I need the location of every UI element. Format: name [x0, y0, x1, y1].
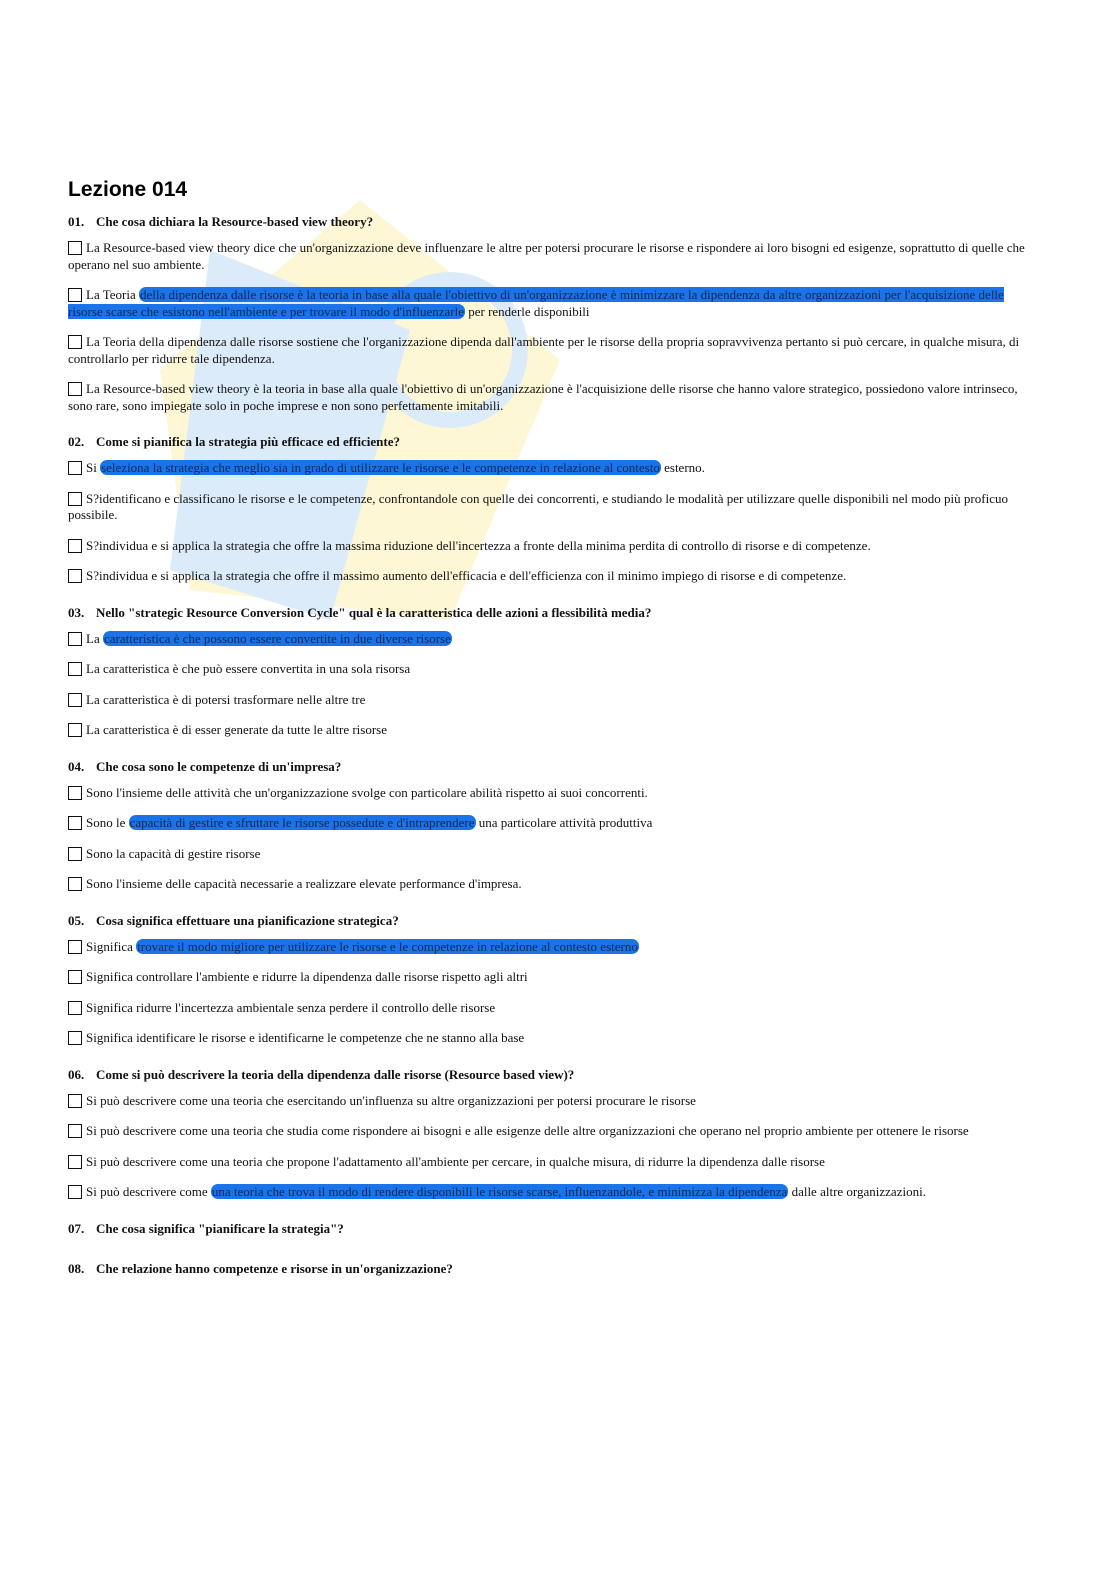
- option-text: Significa: [86, 938, 137, 954]
- answer-checkbox[interactable]: [68, 877, 82, 891]
- question-text: Che cosa significa "pianificare la strategia"?: [96, 1220, 344, 1236]
- question-number: 08.: [68, 1260, 85, 1276]
- question-text: Che cosa sono le competenze di un'impresa?: [96, 758, 342, 774]
- answer-option: [68, 939, 1036, 956]
- lesson-title: Lezione 014: [68, 178, 188, 201]
- option-text: S?identificano e classificano le risorse e le competenze, confrontandole con quelle dei concorrenti, e studiando le modalità per utilizzare quelle disponibili nel modo più proficuo possibile.: [68, 490, 1008, 522]
- highlighted-answer-text: seleziona la strategia che meglio sia in grado di utilizzare le risorse e le competenze in relazione al contesto: [101, 460, 660, 475]
- answer-option: [68, 815, 1036, 832]
- answer-checkbox[interactable]: [68, 492, 82, 506]
- answer-checkbox[interactable]: [68, 847, 82, 861]
- answer-option: [68, 692, 1036, 709]
- option-text: Significa controllare l'ambiente e ridurre la dipendenza dalle risorse rispetto agli altri: [86, 969, 528, 984]
- option-text-suffix: una particolare attività produttiva: [475, 815, 653, 830]
- question-number: 05.: [68, 912, 85, 928]
- question-text: Come si pianifica la strategia più efficace ed efficiente?: [96, 434, 400, 449]
- answer-option: [68, 1184, 1036, 1201]
- answer-checkbox[interactable]: [68, 632, 82, 646]
- answer-checkbox[interactable]: [68, 382, 82, 396]
- question-heading: [68, 214, 1036, 230]
- answer-option: [68, 1093, 1036, 1110]
- option-text: Sono la capacità di gestire risorse: [86, 845, 261, 861]
- question-heading: [68, 434, 1036, 450]
- option-text: La caratteristica è di potersi trasformare nelle altre tre: [86, 691, 366, 707]
- answer-checkbox[interactable]: [68, 662, 82, 676]
- option-text: La caratteristica è di esser generate da tutte le altre risorse: [86, 722, 388, 737]
- question-heading: [68, 1261, 1036, 1277]
- option-text: Significa ridurre l'incertezza ambientale senza perdere il controllo delle risorse: [86, 999, 496, 1015]
- document-page: [68, 178, 1036, 1301]
- option-text: La Teoria: [86, 287, 139, 302]
- question-block: [68, 1067, 1036, 1201]
- question-text: Che cosa dichiara la Resource-based view theory?: [96, 214, 374, 229]
- question-block: [68, 214, 1036, 414]
- answer-checkbox[interactable]: [68, 693, 82, 707]
- highlighted-answer-text: trovare il modo migliore per utilizzare le risorse e le competenze in relazione al contesto esterno: [137, 938, 638, 954]
- option-text: Si può descrivere come: [86, 1184, 211, 1199]
- question-text: Che relazione hanno competenze e risorse in un'organizzazione?: [96, 1260, 453, 1276]
- highlighted-answer-text: della dipendenza dalle risorse è la teoria in base alla quale l'obiettivo di un'organizzazione è minimizzare la dipendenza da altre organizzazioni per l'acquisizione delle risorse scarse che esistono nell'ambiente e per trovare il modo d'influenzarle: [68, 287, 1004, 319]
- option-text-suffix: esterno.: [660, 460, 705, 475]
- option-text: Significa identificare le risorse e identificarne le competenze che ne stanno alla base: [86, 1030, 525, 1045]
- answer-option: [68, 846, 1036, 863]
- answer-option: [68, 460, 1036, 477]
- question-block: [68, 1261, 1036, 1277]
- answer-checkbox[interactable]: [68, 241, 82, 255]
- answer-checkbox[interactable]: [68, 1094, 82, 1108]
- answer-checkbox[interactable]: [68, 1185, 82, 1199]
- option-text: Sono l'insieme delle capacità necessarie a realizzare elevate performance d'impresa.: [86, 876, 522, 891]
- answer-checkbox[interactable]: [68, 970, 82, 984]
- answer-option: [68, 334, 1036, 367]
- option-text: Si: [86, 460, 101, 475]
- option-text: Si può descrivere come una teoria che esercitando un'influenza su altre organizzazioni per potersi procurare le risorse: [86, 1092, 696, 1108]
- option-text: Si può descrivere come una teoria che propone l'adattamento all'ambiente per cercare, in qualche misura, di ridurre la dipendenza dalle risorse: [86, 1153, 825, 1169]
- answer-checkbox[interactable]: [68, 816, 82, 830]
- question-number: 01.: [68, 214, 85, 229]
- answer-checkbox[interactable]: [68, 723, 82, 737]
- question-list: [68, 214, 1036, 1277]
- option-text: La Resource-based view theory dice che un'organizzazione deve influenzare le altre per potersi procurare le risorse e rispondere ai loro bisogni ed esigenze, soprattutto di quelle che operano nel suo ambiente.: [68, 240, 1025, 272]
- question-number: 07.: [68, 1220, 85, 1236]
- question-text: Nello "strategic Resource Conversion Cycle" qual è la caratteristica delle azioni a flessibilità media?: [96, 604, 652, 620]
- answer-option: [68, 491, 1036, 524]
- answer-checkbox[interactable]: [68, 1155, 82, 1169]
- question-heading: [68, 1067, 1036, 1083]
- option-text: S?individua e si applica la strategia che offre il massimo aumento dell'efficacia e dell'efficienza con il minimo impiego di risorse e di competenze.: [86, 568, 847, 583]
- question-heading: [68, 1221, 1036, 1237]
- question-heading: [68, 759, 1036, 775]
- answer-option: [68, 287, 1036, 320]
- highlighted-answer-text: caratteristica è che possono essere convertite in due diverse risorse: [103, 630, 451, 646]
- option-text: Sono le: [86, 815, 129, 830]
- answer-option: [68, 1123, 1036, 1140]
- question-number: 04.: [68, 758, 85, 774]
- question-number: 02.: [68, 434, 85, 449]
- answer-option: [68, 381, 1036, 414]
- answer-option: [68, 969, 1036, 986]
- answer-option: [68, 538, 1036, 555]
- answer-checkbox[interactable]: [68, 940, 82, 954]
- answer-checkbox[interactable]: [68, 461, 82, 475]
- question-number: 03.: [68, 604, 85, 620]
- option-text: La caratteristica è che può essere convertita in una sola risorsa: [86, 661, 411, 676]
- highlighted-answer-text: capacità di gestire e sfruttare le risorse possedute e d'intraprendere: [129, 815, 475, 830]
- answer-checkbox[interactable]: [68, 539, 82, 553]
- answer-checkbox[interactable]: [68, 1124, 82, 1138]
- answer-option: [68, 568, 1036, 585]
- question-heading: [68, 605, 1036, 621]
- answer-option: [68, 240, 1036, 273]
- question-block: [68, 759, 1036, 893]
- option-text: Si può descrivere come una teoria che studia come rispondere ai bisogni e alle esigenze delle altre organizzazioni che operano nel proprio ambiente per ottenere le risorse: [86, 1123, 969, 1138]
- question-number: 06.: [68, 1066, 85, 1082]
- question-block: [68, 1221, 1036, 1237]
- answer-checkbox[interactable]: [68, 786, 82, 800]
- answer-checkbox[interactable]: [68, 288, 82, 302]
- option-text: Sono l'insieme delle attività che un'organizzazione svolge con particolare abilità rispetto ai suoi concorrenti.: [86, 784, 648, 800]
- answer-option: [68, 785, 1036, 802]
- answer-option: [68, 1000, 1036, 1017]
- question-block: [68, 605, 1036, 739]
- answer-option: [68, 722, 1036, 739]
- answer-checkbox[interactable]: [68, 1001, 82, 1015]
- option-text: S?individua e si applica la strategia che offre la massima riduzione dell'incertezza a fronte della minima perdita di controllo di risorse e di competenze.: [86, 537, 871, 553]
- question-text: Cosa significa effettuare una pianificazione strategica?: [96, 912, 399, 928]
- answer-checkbox[interactable]: [68, 335, 82, 349]
- answer-checkbox[interactable]: [68, 1031, 82, 1045]
- answer-option: [68, 661, 1036, 678]
- option-text-suffix: per renderle disponibili: [464, 303, 590, 319]
- option-text: La Resource-based view theory è la teoria in base alla quale l'obiettivo di un'organizzazione è l'acquisizione delle risorse che hanno valore strategico, possiedono valore intrinseco, sono rare, sono impiegate solo in poche imprese e non sono perfettamente imitabili.: [68, 381, 1018, 413]
- answer-option: [68, 631, 1036, 648]
- answer-option: [68, 1030, 1036, 1047]
- question-text: Come si può descrivere la teoria della dipendenza dalle risorse (Resource based view)?: [96, 1066, 575, 1082]
- highlighted-answer-text: una teoria che trova il modo di rendere disponibili le risorse scarse, influenzandole, e minimizza la dipendenza: [211, 1184, 788, 1199]
- answer-checkbox[interactable]: [68, 569, 82, 583]
- question-block: [68, 434, 1036, 585]
- option-text: La Teoria della dipendenza dalle risorse sostiene che l'organizzazione dipenda dall'ambiente per le risorse della propria sopravvivenza pertanto si può cercare, in qualche misura, di controllarlo per ridurre tale dipendenza.: [68, 334, 1020, 366]
- answer-option: [68, 876, 1036, 893]
- question-heading: [68, 913, 1036, 929]
- option-text-suffix: dalle altre organizzazioni.: [788, 1184, 926, 1199]
- answer-option: [68, 1154, 1036, 1171]
- question-block: [68, 913, 1036, 1047]
- option-text: La: [86, 630, 103, 646]
